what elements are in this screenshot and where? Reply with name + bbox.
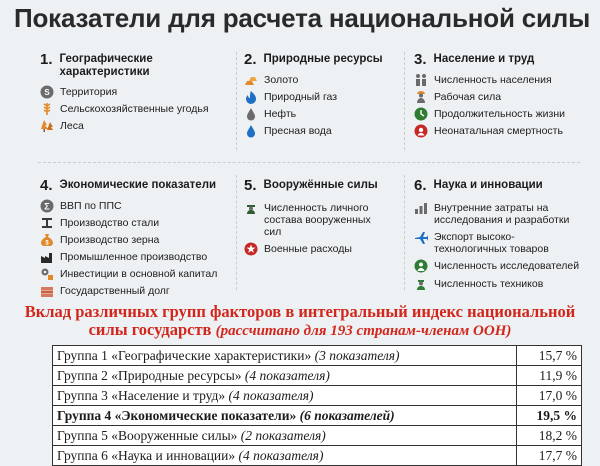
table-row: Группа 2 «Природные ресурсы» (4 показателя) 11,9 % [53,366,582,386]
water-drop-icon [244,124,258,138]
list-item: Численность исследователей [414,259,598,273]
list-item: Золото [244,73,404,87]
divider [236,52,237,150]
group-number: 6. [414,177,427,194]
table-row: Группа 1 «Географические характеристики» (3 показателя) 15,7 % [53,346,582,366]
list-item: Инвестиции в основной капитал [40,267,235,281]
contribution-table [52,345,582,466]
list-item: S Территория [40,85,230,99]
divider [404,52,405,150]
list-item: Численность личного состава вооруженных сил [244,201,404,238]
steel-icon [40,216,54,230]
investment-icon [40,267,54,281]
neonatal-mortality-icon [414,124,428,138]
group-number: 1. [40,51,53,68]
group-natural-resources [244,52,404,141]
population-icon [414,73,428,87]
table-row: Группа 6 «Наука и инновации» (4 показателя) 17,7 % [53,446,582,466]
list-item: Леса [40,119,230,133]
list-item: Неонатальная смертность [414,124,594,138]
soldier-icon [244,201,258,215]
list-item: Рабочая сила [414,90,594,104]
gdp-icon [40,199,54,213]
list-item: Внутренние затраты на исследования и разработки [414,201,598,226]
page-title: Показатели для расчета национальной силы [14,3,591,33]
table-row: Группа 5 «Вооруженные силы» (2 показателя) 18,2 % [53,426,582,446]
military-star-icon [244,242,258,256]
life-expectancy-icon [414,107,428,121]
group-title: Вооружённые силы [263,179,378,191]
table-row: Группа 4 «Экономические показатели» (6 показателей) 19,5 % [53,406,582,426]
grain-bag-icon [40,233,54,247]
wheat-icon [40,102,54,116]
list-item: Продолжительность жизни [414,107,594,121]
table-row: Группа 3 «Население и труд» (4 показателя) 17,0 % [53,386,582,406]
group-science-innovation [414,178,598,294]
rnd-spending-icon [414,201,428,215]
oil-icon [244,107,258,121]
list-item: $ Производство зерна [40,233,235,247]
group-number: 4. [40,177,53,194]
industry-icon [40,250,54,264]
group-title: Население и труд [433,53,535,65]
list-item: Природный газ [244,90,404,104]
list-item: Σ ВВП по ППС [40,199,235,213]
group-armed-forces [244,178,404,259]
svg-text:$: $ [45,240,49,247]
researcher-icon [414,259,428,273]
list-item: Сельскохозяйственные угодья [40,102,230,116]
list-item: Нефть [244,107,404,121]
group-economy [40,178,235,301]
list-item: Промышленное производство [40,250,235,264]
forest-icon [40,119,54,133]
divider [38,162,580,163]
group-title: Наука и инновации [433,179,543,191]
gold-icon [244,73,258,87]
svg-text:Σ: Σ [44,201,50,212]
divider [236,175,237,290]
group-title: Природные ресурсы [263,53,383,65]
divider [404,175,405,290]
group-number: 5. [244,177,257,194]
group-population-labor [414,52,594,141]
group-title: Географические характеристики [59,53,153,78]
territory-icon [40,85,54,99]
airplane-icon [414,230,428,244]
table-caption: Вклад различных групп факторов в интегральный индекс национальной силы государств (рассчитано для 193 странам-членам ООН) [24,302,576,339]
list-item: Государственный долг [40,284,235,298]
worker-icon [414,90,428,104]
svg-text:S: S [44,88,50,97]
list-item: Военные расходы [244,242,404,256]
list-item: Пресная вода [244,124,404,138]
group-geography [40,52,230,136]
list-item: Экспорт высоко-технологичных товаров [414,230,598,255]
group-title: Экономические показатели [59,179,217,191]
group-number: 3. [414,51,427,68]
list-item: Численность техников [414,277,598,291]
gas-flame-icon [244,90,258,104]
debt-icon [40,284,54,298]
group-number: 2. [244,51,257,68]
list-item: Численность населения [414,73,594,87]
technician-icon [414,277,428,291]
list-item: Производство стали [40,216,235,230]
